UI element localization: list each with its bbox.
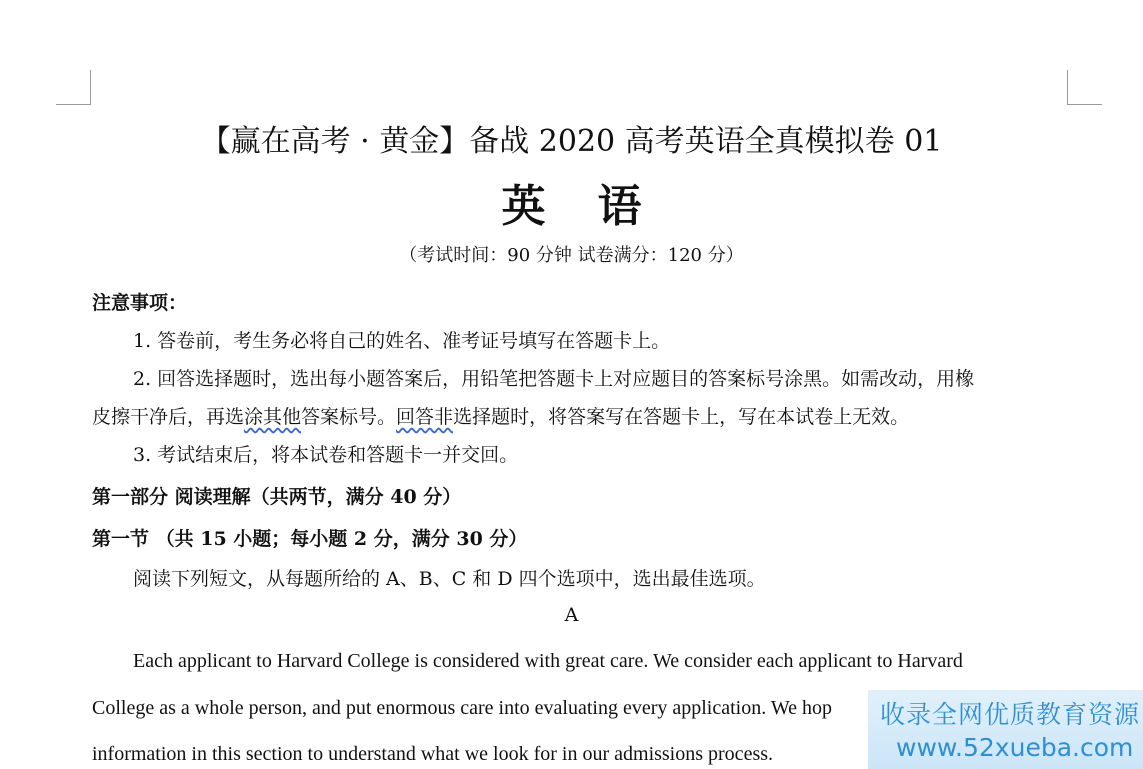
watermark-url: www.52xueba.com xyxy=(896,733,1134,762)
passage-line-2: College as a whole person, and put enormous care into evaluating every application. We hop xyxy=(92,697,833,719)
passage-line-3: information in this section to understand what we look for in our admissions process. xyxy=(92,743,774,765)
watermark-text: 收录全网优质教育资源 xyxy=(880,700,1141,729)
document-title: 【赢在高考 · 黄金】备战 2020 高考英语全真模拟卷 01 xyxy=(200,124,943,159)
subject-char-2: 语 xyxy=(597,181,642,232)
passage-label: A xyxy=(564,604,579,626)
notes-heading: 注意事项： xyxy=(92,292,188,314)
subject-heading xyxy=(0,170,1143,234)
spellcheck-mark: 回答非 xyxy=(396,406,454,428)
page-corner-mark-top-left xyxy=(56,70,91,105)
note-1: 1. 答卷前，考生务必将自己的姓名、准考证号填写在答题卡上。 xyxy=(133,330,671,352)
note-3: 3. 考试结束后，将本试卷和答题卡一并交回。 xyxy=(133,444,519,466)
exam-info: （考试时间：90 分钟 试卷满分：120 分） xyxy=(399,245,744,266)
note-2-continued: 皮擦干净后，再选涂其他答案标号。回答非选择题时，将答案写在答题卡上，写在本试卷上无效。 xyxy=(92,406,910,428)
section-1-heading: 第一节 （共 15 小题；每小题 2 分，满分 30 分） xyxy=(92,528,528,550)
spellcheck-mark: 涂其他 xyxy=(244,406,302,428)
note-2: 2. 回答选择题时，选出每小题答案后，用铅笔把答题卡上对应题目的答案标号涂黑。如需改动，用橡 xyxy=(133,368,975,390)
reading-instruction: 阅读下列短文，从每题所给的 A、B、C 和 D 四个选项中，选出最佳选项。 xyxy=(133,568,766,590)
passage-line-1: Each applicant to Harvard College is considered with great care. We consider each applicant to Harvard xyxy=(133,650,963,672)
part-1-heading: 第一部分 阅读理解（共两节，满分 40 分） xyxy=(92,486,462,508)
page-corner-mark-top-right xyxy=(1067,70,1102,105)
subject-char-1: 英 xyxy=(501,181,546,232)
